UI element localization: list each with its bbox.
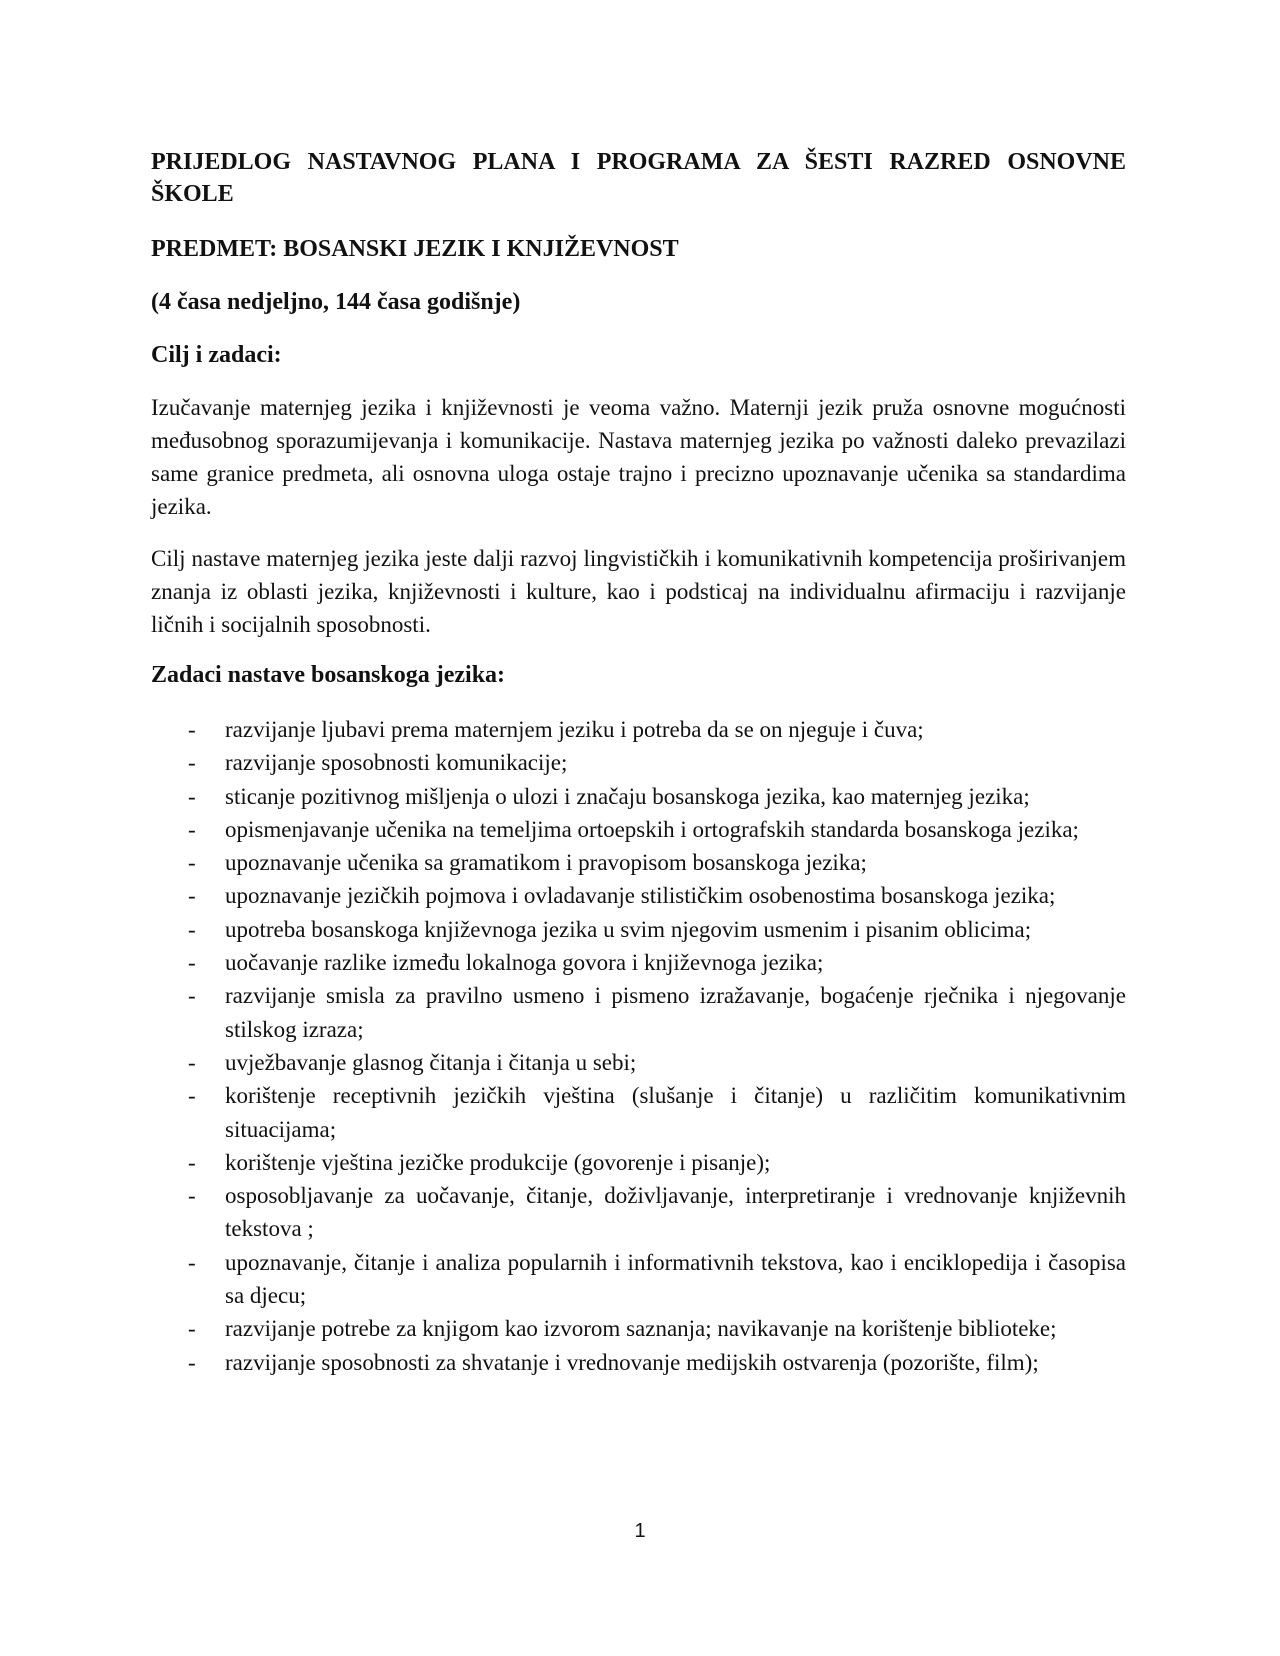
document-title: PRIJEDLOG NASTAVNOG PLANA I PROGRAMA ZA ŠESTI RAZRED OSNOVNE ŠKOLE [151,149,1126,207]
list-item-text: razvijanje sposobnosti za shvatanje i vrednovanje medijskih ostvarenja (pozorište, film); [225,1349,1039,1375]
bullet-dash: - [188,1249,196,1275]
document-page [151,146,1126,1379]
bullet-dash: - [188,916,196,942]
list-item-text: razvijanje smisla za pravilno usmeno i pismeno izražavanje, bogaćenje rječnika i njegovanje stilskog izraza; [225,983,1126,1042]
page-number: 1 [634,1520,646,1542]
list-item-text: razvijanje potrebe za knjigom kao izvorom saznanja; navikavanje na korištenje biblioteke; [225,1316,1057,1342]
list-item [151,713,1126,746]
list-item [151,1312,1126,1345]
list-item [151,780,1126,813]
list-item [151,946,1126,979]
intro-paragraph: Izučavanje maternjeg jezika i književnosti je veoma važno. Maternji jezik pruža osnovne mogućnosti međusobnog sporazumijevanja i komunikacije. Nastava maternjeg jezika po važnosti daleko prevazilazi same granice predmeta, ali osnovna uloga ostaje trajno i precizno upoznavanje učenika sa standardima jezika. [151,395,1126,519]
list-item [151,1346,1126,1379]
bullet-dash: - [188,783,196,809]
list-item [151,746,1126,779]
list-item [151,979,1126,1046]
bullet-dash: - [188,983,196,1009]
bullet-dash: - [188,850,196,876]
goals-heading: Cilj i zadaci: [151,342,282,368]
list-item [151,913,1126,946]
list-item-text: uočavanje razlike između lokalnoga govora i književnoga jezika; [225,950,824,976]
list-item [151,1046,1126,1079]
list-item [151,1179,1126,1246]
bullet-dash: - [188,1049,196,1075]
list-item [151,879,1126,912]
bullet-dash: - [188,950,196,976]
goal-paragraph: Cilj nastave maternjeg jezika jeste dalji razvoj lingvističkih i komunikativnih kompetencija proširivanjem znanja iz oblasti jezika, književnosti i kulture, kao i podsticaj na individualnu afirmaciju i razvijanje ličnih i socijalnih sposobnosti. [151,546,1126,637]
list-item [151,1146,1126,1179]
tasks-list [151,713,1126,1379]
list-item-text: upoznavanje, čitanje i analiza popularnih i informativnih tekstova, kao i enciklopedija i časopisa sa djecu; [225,1249,1126,1309]
bullet-dash: - [188,717,196,742]
list-item [151,846,1126,879]
bullet-dash: - [188,1083,196,1109]
bullet-dash: - [188,1349,196,1375]
list-item [151,813,1126,846]
list-item [151,1246,1126,1313]
list-item [151,1079,1126,1146]
list-item-text: razvijanje ljubavi prema maternjem jeziku i potreba da se on njeguje i čuva; [225,717,924,742]
list-item-text: razvijanje sposobnosti komunikacije; [225,750,568,776]
list-item-text: opismenjavanje učenika na temeljima ortoepskih i ortografskih standarda bosanskoga jezika; [225,816,1079,842]
list-item-text: korištenje receptivnih jezičkih vještina (slušanje i čitanje) u različitim komunikativnim situacijama; [225,1083,1126,1142]
bullet-dash: - [188,1316,196,1342]
bullet-dash: - [188,1149,196,1175]
bullet-dash: - [188,1183,196,1209]
bullet-dash: - [188,883,196,909]
bullet-dash: - [188,750,196,776]
list-item-text: uvježbavanje glasnog čitanja i čitanja u sebi; [225,1049,637,1075]
list-item-text: osposobljavanje za uočavanje, čitanje, doživljavanje, interpretiranje i vrednovanje književnih tekstova ; [225,1183,1126,1242]
list-item-text: upoznavanje jezičkih pojmova i ovladavanje stilističkim osobenostima bosanskoga jezika; [225,883,1056,909]
bullet-dash: - [188,816,196,842]
list-item-text: sticanje pozitivnog mišljenja o ulozi i značaju bosanskoga jezika, kao maternjeg jezika; [225,783,1030,809]
tasks-heading: Zadaci nastave bosanskoga jezika: [151,662,506,688]
hours-heading: (4 časa nedjeljno, 144 časa godišnje) [151,289,521,315]
list-item-text: upotreba bosanskoga književnoga jezika u svim njegovim usmenim i pisanim oblicima; [225,916,1032,942]
list-item-text: korištenje vještina jezičke produkcije (govorenje i pisanje); [225,1149,771,1175]
subject-heading: PREDMET: BOSANSKI JEZIK I KNJIŽEVNOST [151,236,679,262]
list-item-text: upoznavanje učenika sa gramatikom i pravopisom bosanskoga jezika; [225,850,867,876]
